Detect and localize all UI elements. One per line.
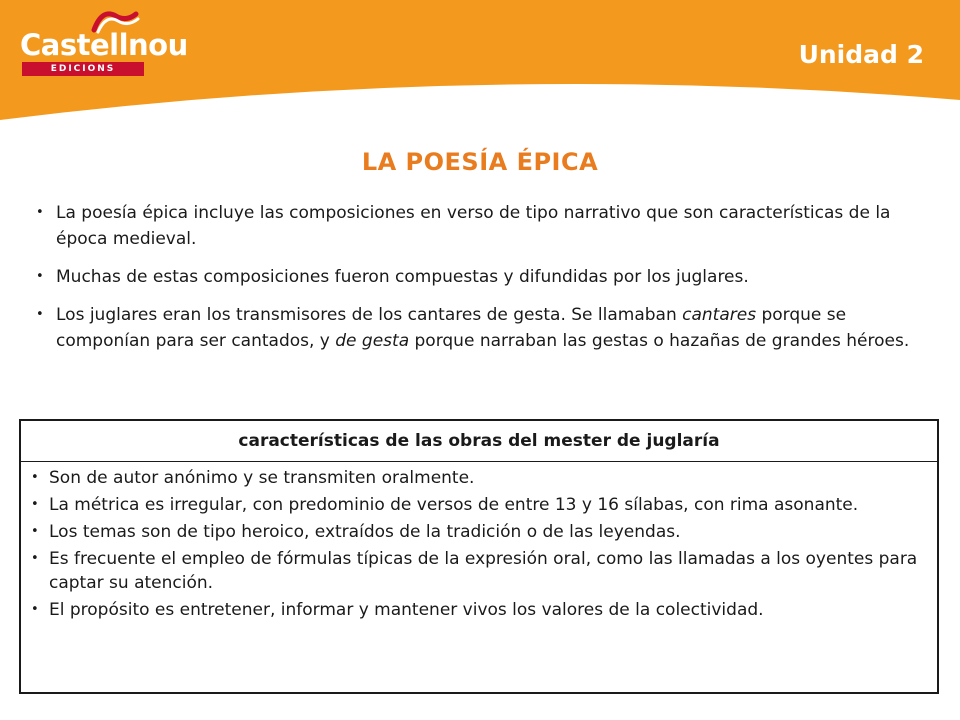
italic-term: de gesta: [335, 331, 410, 351]
italic-term: cantares: [682, 305, 757, 325]
publisher-logo: [20, 8, 188, 74]
intro-item: • La poesía épica incluye las composiciones en verso de tipo narrativo que son características de la época medieval.: [36, 200, 916, 252]
list-item: • El propósito es entretener, informar y mantener vivos los valores de la colectividad.: [21, 598, 937, 622]
box-heading: características de las obras del mester de juglaría: [21, 421, 937, 462]
characteristics-list: [21, 462, 937, 622]
logo-subtitle: EDICIONS: [22, 62, 144, 76]
logo-wordmark: Castellnou: [20, 28, 188, 62]
list-item: • Son de autor anónimo y se transmiten oralmente.: [21, 466, 937, 490]
list-item: • Los temas son de tipo heroico, extraídos de la tradición o de las leyendas.: [21, 520, 937, 544]
intro-text: Los juglares eran los transmisores de los cantares de gesta. Se llamaban: [56, 305, 683, 325]
page-title: LA POESÍA ÉPICA: [361, 148, 599, 176]
intro-list: [36, 200, 916, 366]
list-item: • La métrica es irregular, con predominio de versos de entre 13 y 16 sílabas, con rima asonante.: [21, 493, 937, 517]
intro-text: porque se componían para ser cantados, y: [56, 305, 847, 351]
intro-item: • Muchas de estas composiciones fueron compuestas y difundidas por los juglares.: [36, 264, 916, 290]
characteristics-box: [19, 419, 939, 694]
list-item: • Es frecuente el empleo de fórmulas típicas de la expresión oral, como las llamadas a los oyentes para captar su atención.: [21, 547, 937, 595]
intro-item: [36, 302, 916, 354]
intro-text: porque narraban las gestas o hazañas de grandes héroes.: [409, 331, 910, 351]
unit-label: Unidad 2: [798, 40, 924, 69]
